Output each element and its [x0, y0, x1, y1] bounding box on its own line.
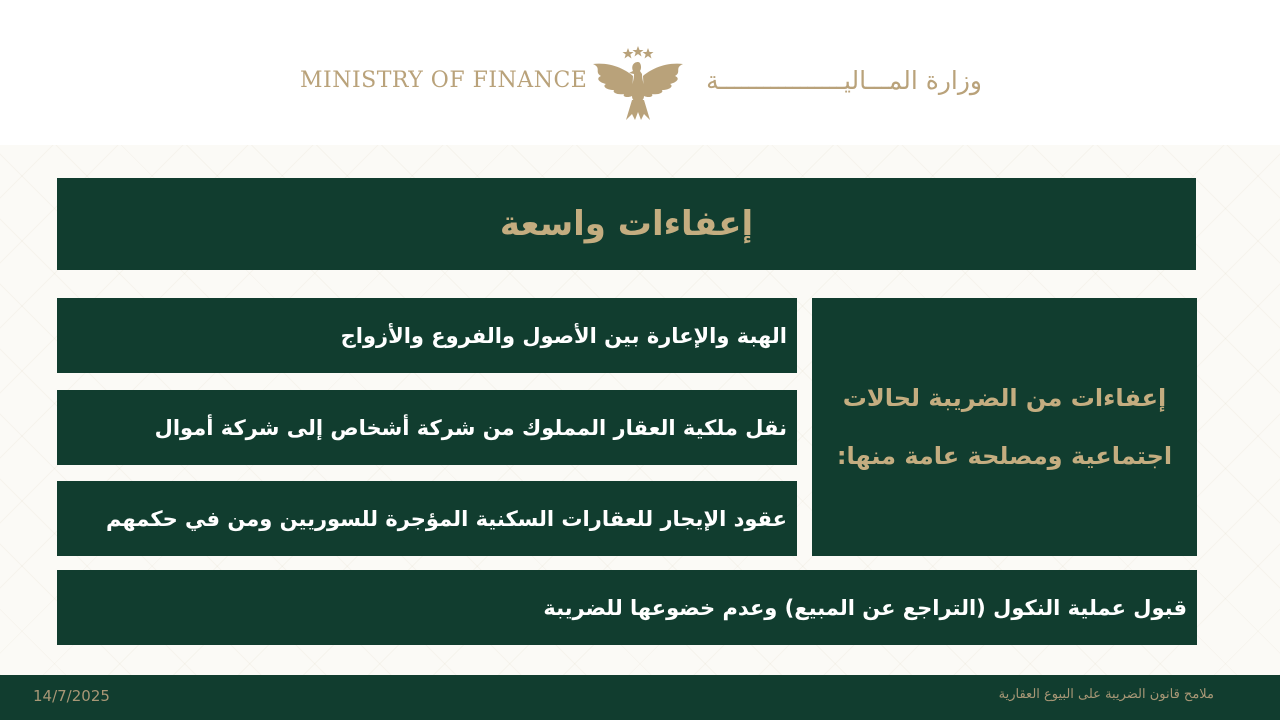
logo-english-text: MINISTRY OF FINANCE — [300, 68, 588, 93]
exemption-item-4 — [57, 570, 1197, 645]
logo-arabic-text: وزارة المـــاليـــــــــــــــــة — [706, 66, 982, 95]
exemption-item-text: نقل ملكية العقار المملوك من شركة أشخاص إلى شركة أموال — [154, 415, 787, 440]
exemption-item-text: قبول عملية النكول (التراجع عن المبيع) وعدم خضوعها للضريبة — [543, 595, 1187, 620]
title-banner — [57, 178, 1196, 270]
eagle-emblem-icon — [588, 44, 688, 122]
header — [0, 0, 1280, 145]
exemption-item-1 — [57, 298, 797, 373]
exemption-item-text: عقود الإيجار للعقارات السكنية المؤجرة للسوريين ومن في حكمهم — [105, 506, 787, 531]
slide-title: إعفاءات واسعة — [499, 204, 754, 244]
side-panel-line-1: إعفاءات من الضريبة لحالات — [842, 384, 1167, 412]
side-panel — [812, 298, 1197, 556]
footer-bar — [0, 675, 1280, 720]
side-panel-line-2: اجتماعية ومصلحة عامة منها: — [836, 442, 1173, 470]
exemption-item-text: الهبة والإعارة بين الأصول والفروع والأزواج — [340, 323, 787, 348]
footer-date: 14/7/2025 — [33, 687, 110, 705]
exemption-item-2 — [57, 390, 797, 465]
footer-caption: ملامح قانون الضريبة على البيوع العقارية — [998, 687, 1214, 702]
exemption-item-3 — [57, 481, 797, 556]
